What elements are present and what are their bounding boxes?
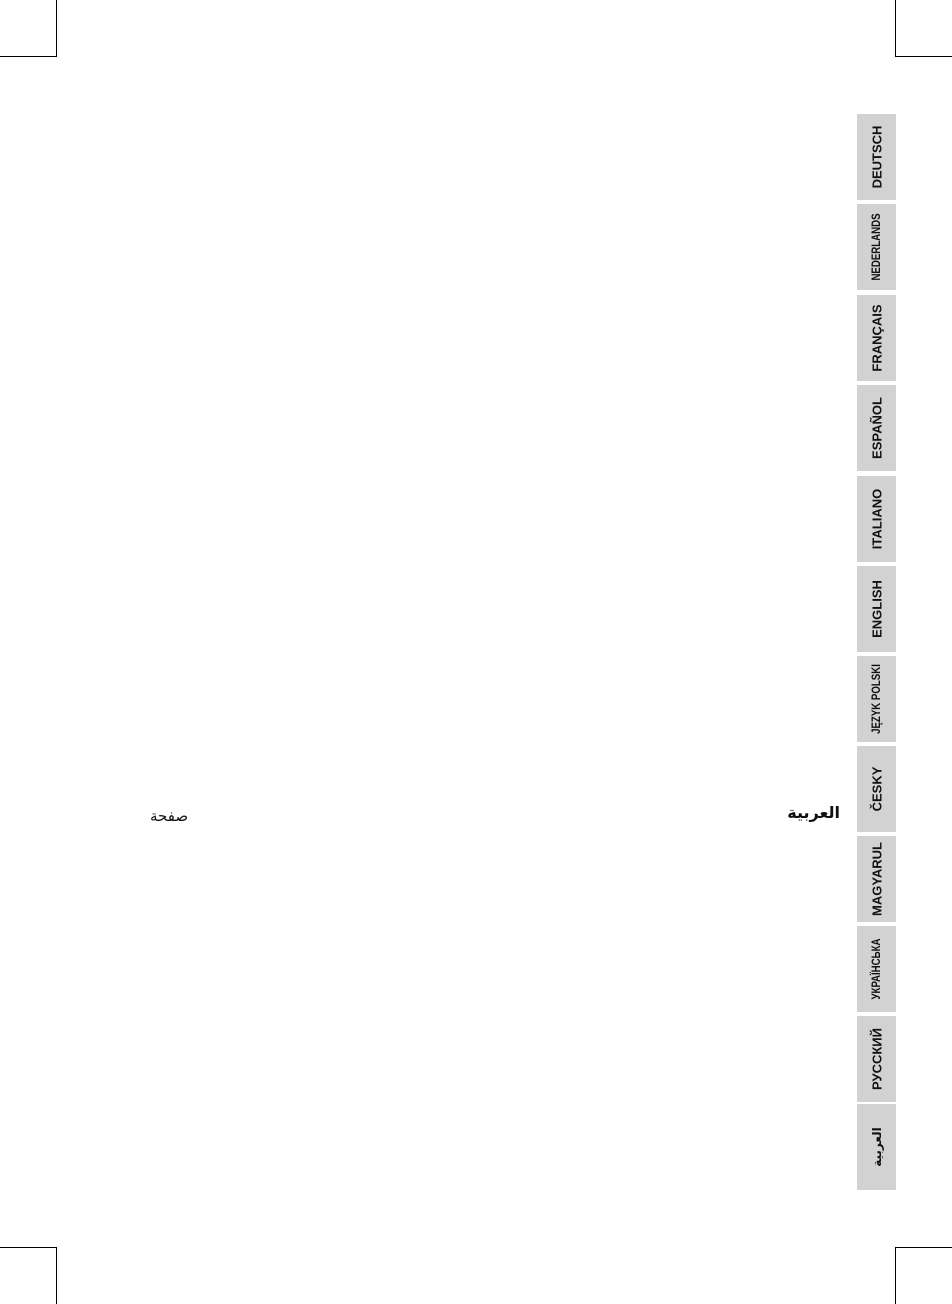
tab-label: РУССКИЙ: [869, 1028, 884, 1090]
tab-russkiy[interactable]: [857, 1016, 896, 1102]
tab-english[interactable]: [857, 566, 896, 652]
crop-mark-top-left-horizontal: [0, 56, 57, 57]
tab-cesky[interactable]: [857, 746, 896, 832]
crop-mark-bottom-left-horizontal: [0, 1247, 57, 1248]
crop-mark-top-right-horizontal: [895, 56, 952, 57]
section-title: العربية: [787, 803, 840, 822]
crop-mark-bottom-right-horizontal: [895, 1247, 952, 1248]
crop-mark-top-right-vertical: [895, 0, 896, 57]
tab-label: ČESKY: [869, 766, 884, 812]
tab-label: ENGLISH: [869, 580, 884, 638]
tab-label: ITALIANO: [869, 488, 884, 550]
tab-label: العربية: [869, 1127, 884, 1167]
tab-magyarul[interactable]: [857, 836, 896, 922]
tab-ukrainska[interactable]: [857, 926, 896, 1012]
tab-italiano[interactable]: [857, 476, 896, 562]
crop-mark-bottom-left-vertical: [56, 1247, 57, 1304]
tab-label: DEUTSCH: [869, 125, 884, 189]
page-label: صفحة: [150, 807, 189, 825]
tab-francais[interactable]: [857, 295, 896, 381]
tab-espanol[interactable]: [857, 385, 896, 471]
tab-label: NEDERLANDS: [870, 213, 883, 281]
tab-label: JĘZYK POLSKI: [870, 664, 883, 734]
tab-label: FRANÇAIS: [869, 304, 884, 372]
crop-mark-bottom-right-vertical: [895, 1247, 896, 1304]
tab-label: ESPAÑOL: [869, 397, 884, 459]
tab-jezyk-polski[interactable]: [857, 656, 896, 742]
tab-label: MAGYARUL: [869, 842, 884, 916]
tab-nederlands[interactable]: [857, 204, 896, 290]
tab-arabic[interactable]: [857, 1104, 896, 1190]
crop-mark-top-left-vertical: [56, 0, 57, 57]
tab-deutsch[interactable]: [857, 114, 896, 200]
tab-label: УКРАЇНСЬКА: [870, 938, 883, 1000]
